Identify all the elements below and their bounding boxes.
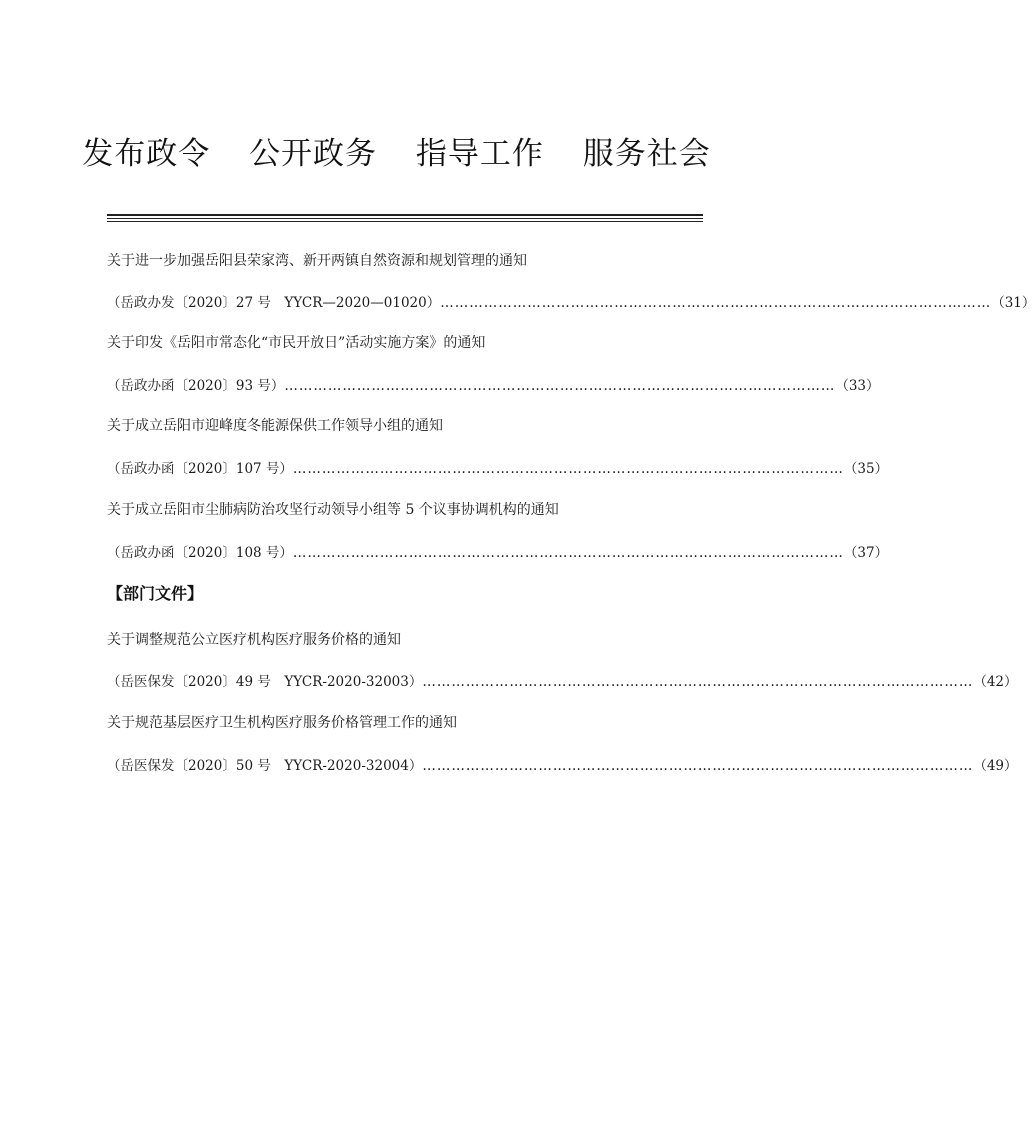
divider-line xyxy=(107,221,703,222)
divider-line xyxy=(107,218,703,219)
page-number: （33） xyxy=(835,378,880,394)
toc-entry-title[interactable]: 关于成立岳阳市迎峰度冬能源保供工作领导小组的通知 xyxy=(107,418,443,434)
masthead-phrase: 公开政务 xyxy=(249,136,378,172)
page-number: （49） xyxy=(973,758,1018,774)
header-divider xyxy=(107,214,703,224)
divider-line xyxy=(107,214,703,216)
masthead-phrase: 服务社会 xyxy=(582,136,711,172)
page-number: （31） xyxy=(991,295,1035,311)
page-number: （37） xyxy=(843,545,889,561)
toc-entry-title[interactable]: 关于进一步加强岳阳县荣家湾、新开两镇自然资源和规划管理的通知 xyxy=(107,253,527,269)
toc-entry-reference[interactable] xyxy=(107,374,880,394)
dot-leader: …………………………………………………………………………………………………… xyxy=(422,674,974,690)
document-number: （岳医保发〔2020〕50 号 YYCR-2020-32004） xyxy=(107,758,423,774)
dot-leader: …………………………………………………………………………………………………… xyxy=(292,461,844,477)
document-number: （岳政办函〔2020〕107 号） xyxy=(107,461,293,477)
dot-leader: …………………………………………………………………………………………………… xyxy=(440,295,992,311)
toc-entry-reference[interactable] xyxy=(107,670,1018,690)
document-number: （岳医保发〔2020〕49 号 YYCR-2020-32003） xyxy=(107,674,423,690)
toc-entry-title[interactable]: 关于规范基层医疗卫生机构医疗服务价格管理工作的通知 xyxy=(107,715,457,731)
toc-entry-reference[interactable] xyxy=(107,291,1035,311)
masthead-phrase: 发布政令 xyxy=(82,136,211,172)
document-number: （岳政办函〔2020〕93 号） xyxy=(107,378,285,394)
toc-entry-reference[interactable] xyxy=(107,754,1018,774)
toc-entry-title[interactable]: 关于印发《岳阳市常态化“市民开放日”活动实施方案》的通知 xyxy=(107,335,486,351)
dot-leader: …………………………………………………………………………………………………… xyxy=(422,758,974,774)
page-number: （35） xyxy=(843,461,889,477)
document-number: （岳政办发〔2020〕27 号 YYCR—2020—01020） xyxy=(107,295,441,311)
section-heading-department-documents: 【部门文件】 xyxy=(107,584,204,603)
masthead-phrase: 指导工作 xyxy=(415,136,544,172)
toc-entry-reference[interactable] xyxy=(107,457,889,477)
dot-leader: …………………………………………………………………………………………………… xyxy=(284,378,836,394)
toc-entry-reference[interactable] xyxy=(107,541,889,561)
masthead-slogan xyxy=(0,128,793,173)
dot-leader: …………………………………………………………………………………………………… xyxy=(292,545,844,561)
document-number: （岳政办函〔2020〕108 号） xyxy=(107,545,293,561)
toc-entry-title[interactable]: 关于调整规范公立医疗机构医疗服务价格的通知 xyxy=(107,632,401,648)
page-number: （42） xyxy=(973,674,1018,690)
toc-entry-title[interactable]: 关于成立岳阳市尘肺病防治攻坚行动领导小组等 5 个议事协调机构的通知 xyxy=(107,502,559,518)
